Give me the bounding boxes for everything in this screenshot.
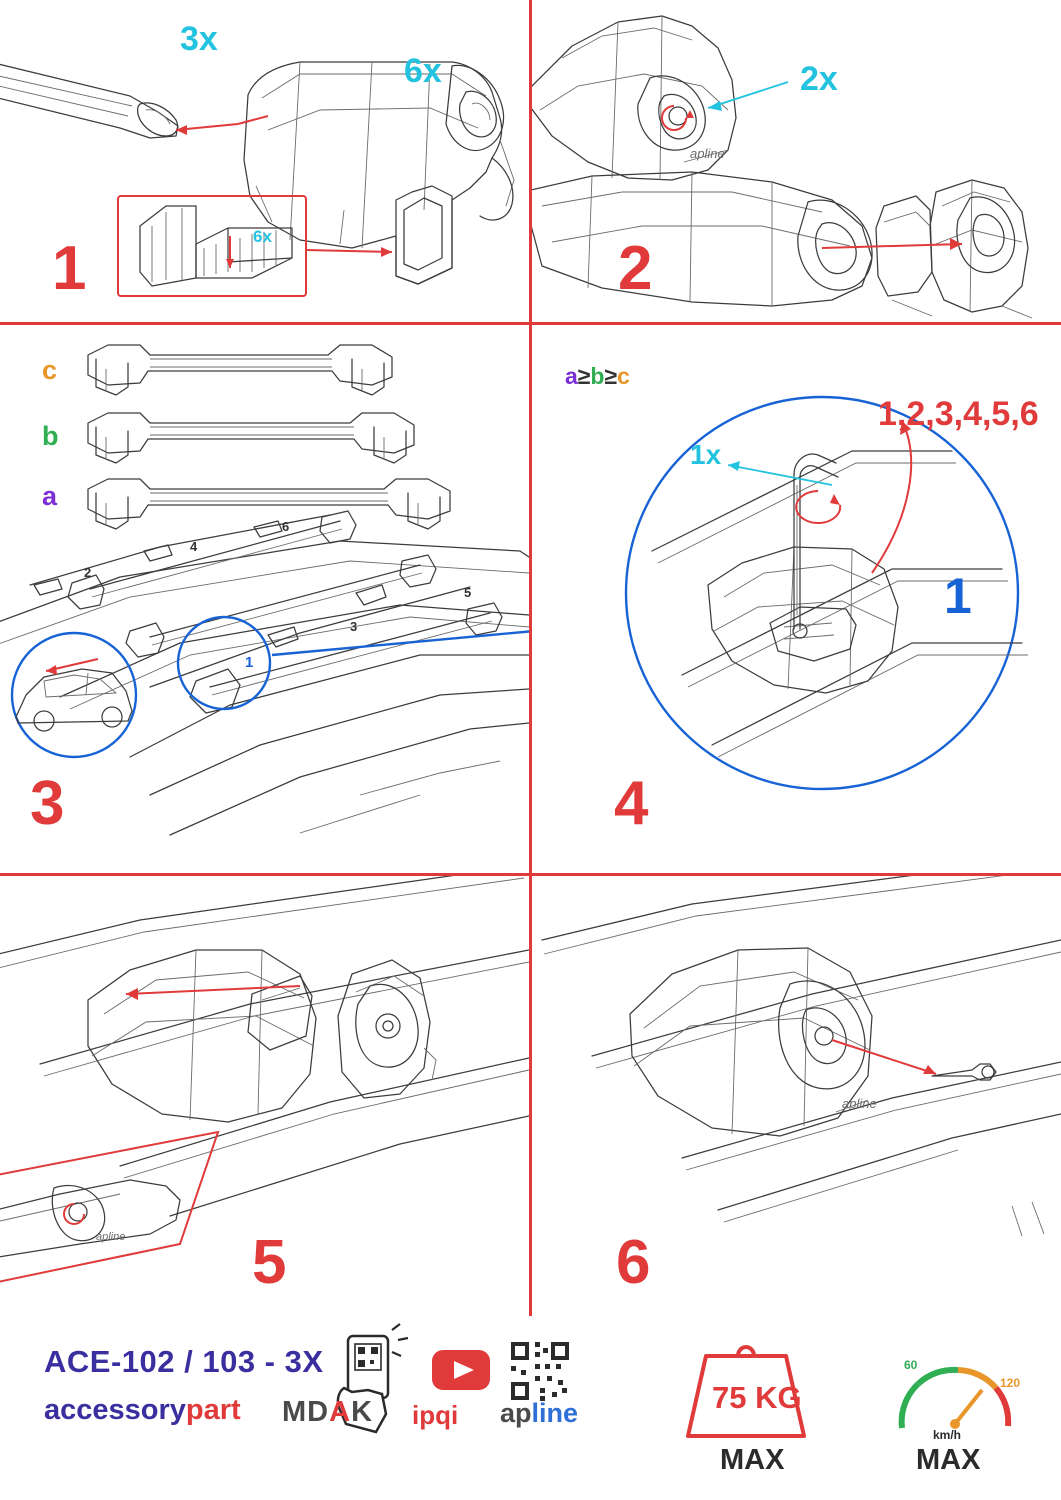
brand-ipqi: ipqi bbox=[412, 1400, 459, 1430]
brand-accessorypart-part2: part bbox=[185, 1394, 241, 1426]
footer bbox=[0, 1318, 1061, 1500]
bar-index-1: 1 bbox=[245, 654, 254, 671]
brand-accessorypart bbox=[44, 1394, 241, 1427]
qty-6x-inset: 6x bbox=[253, 227, 272, 246]
car-direction-icon bbox=[16, 659, 132, 731]
panel-step-5 bbox=[0, 876, 529, 1316]
svg-text:apline: apline bbox=[690, 146, 725, 161]
label-variant-c: c bbox=[42, 355, 58, 385]
panel-step-6 bbox=[532, 876, 1061, 1316]
bar-variant-c bbox=[88, 345, 392, 395]
step-number-2: 2 bbox=[618, 234, 653, 303]
brand-accessorypart-part1: accessory bbox=[44, 1394, 186, 1426]
qty-1x: 1x bbox=[690, 439, 722, 470]
speed-limit-label: MAX bbox=[916, 1444, 981, 1476]
step-number-1: 1 bbox=[52, 234, 87, 303]
youtube-icon bbox=[432, 1350, 490, 1390]
svg-text:apline: apline bbox=[842, 1096, 877, 1111]
label-variant-b: b bbox=[42, 421, 59, 451]
brand-mdak-part3: K bbox=[351, 1396, 374, 1428]
speed-unit-label: km/h bbox=[933, 1428, 962, 1442]
product-code: ACE-102 / 103 - 3X bbox=[44, 1344, 324, 1379]
qty-3x: 3x bbox=[180, 20, 218, 58]
bar-variant-b bbox=[88, 413, 414, 463]
panel-step-4 bbox=[532, 325, 1061, 873]
brand-apline bbox=[500, 1398, 578, 1429]
speed-limit-icon bbox=[902, 1370, 1009, 1429]
step4-callout-1: 1 bbox=[944, 568, 972, 624]
panel-step-2 bbox=[532, 0, 1061, 322]
gauge-tick-120: 120 bbox=[1000, 1376, 1021, 1390]
inequality-legend: a≥b≥c bbox=[565, 363, 630, 389]
step-number-5: 5 bbox=[252, 1228, 287, 1297]
brand-apline-part1: ap bbox=[500, 1398, 532, 1428]
step-number-3: 3 bbox=[30, 769, 65, 838]
gauge-tick-60: 60 bbox=[904, 1358, 918, 1372]
bar-index-2: 2 bbox=[84, 565, 92, 580]
brand-apline-part2: line bbox=[531, 1398, 579, 1428]
qr-code-icon bbox=[509, 1340, 571, 1402]
step-number-4: 4 bbox=[614, 769, 649, 838]
step-number-6: 6 bbox=[616, 1228, 651, 1297]
step3-illustration bbox=[0, 325, 529, 873]
step6-illustration bbox=[532, 876, 1061, 1316]
weight-limit-label: MAX bbox=[720, 1444, 785, 1476]
panel-step-3 bbox=[0, 325, 529, 873]
step2-illustration bbox=[532, 0, 1061, 322]
bar-index-6: 6 bbox=[282, 519, 290, 534]
brand-mdak bbox=[282, 1396, 373, 1429]
weight-limit-value: 75 KG bbox=[712, 1380, 802, 1415]
bar-index-5: 5 bbox=[464, 585, 472, 600]
bar-variant-a bbox=[88, 479, 450, 529]
label-variant-a: a bbox=[42, 481, 58, 511]
bar-index-3: 3 bbox=[350, 619, 358, 634]
svg-text:apline: apline bbox=[96, 1231, 126, 1243]
bar-index-4: 4 bbox=[190, 539, 198, 554]
tighten-sequence bbox=[878, 397, 1039, 431]
qty-2x: 2x bbox=[800, 60, 838, 98]
qty-6x: 6x bbox=[404, 52, 442, 90]
brand-mdak-part1: MD bbox=[282, 1396, 330, 1428]
tighten-sequence-text: 1,2,3,4,5,6 bbox=[878, 395, 1039, 433]
car-roof-view bbox=[0, 511, 529, 838]
brand-mdak-part2: A bbox=[329, 1396, 352, 1428]
panel-step-1 bbox=[0, 0, 529, 322]
